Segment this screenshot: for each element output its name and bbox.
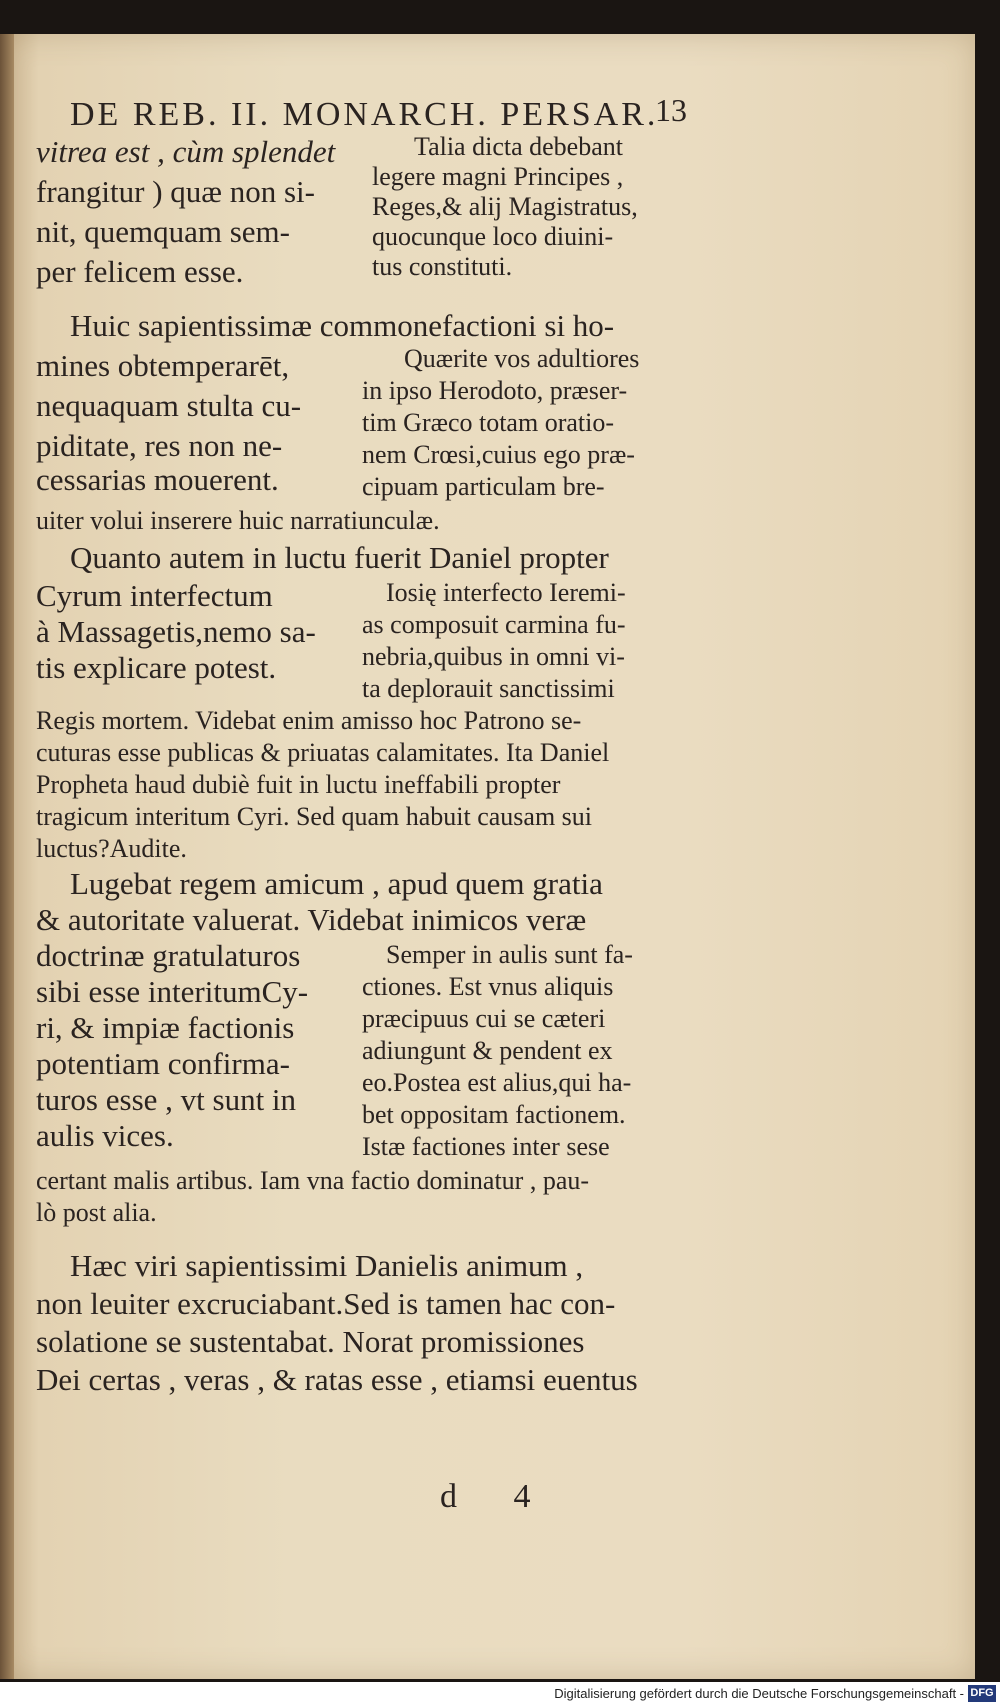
marginal-note-line: nebria,quibus in omni vi- bbox=[362, 642, 625, 671]
marginal-note-line: ta deplorauit sanctissimi bbox=[362, 674, 615, 703]
marginal-note-line: nem Crœsi,cuius ego præ- bbox=[362, 440, 635, 469]
marginal-note-line: cipuam particulam bre- bbox=[362, 472, 605, 501]
marginal-note-line: Reges,& alij Magistratus, bbox=[372, 192, 638, 221]
text-line: vitrea est , cùm splendet bbox=[36, 134, 336, 169]
marginal-note-line: in ipso Herodoto, præser- bbox=[362, 376, 628, 405]
text-line: nit, quemquam sem- bbox=[36, 214, 290, 249]
text-line: Huic sapientissimæ commonefactioni si ho- bbox=[70, 308, 615, 343]
marginal-note-line: ctiones. Est vnus aliquis bbox=[362, 972, 614, 1001]
marginal-note-line: eo.Postea est alius,qui ha- bbox=[362, 1068, 632, 1097]
marginal-note-line: adiungunt & pendent ex bbox=[362, 1036, 613, 1065]
text-line: doctrinæ gratulaturos bbox=[36, 938, 301, 973]
marginal-note-line: legere magni Principes , bbox=[372, 162, 624, 191]
text-line: Dei certas , veras , & ratas esse , etiamsi euentus bbox=[36, 1362, 638, 1397]
text-line: per felicem esse. bbox=[36, 254, 244, 289]
marginal-note-line: præcipuus cui se cæteri bbox=[362, 1004, 606, 1033]
marginal-note-line: Talia dicta debebant bbox=[414, 132, 623, 161]
text-line: Quanto autem in luctu fuerit Daniel propter bbox=[70, 540, 609, 575]
footer-credit: Digitalisierung gefördert durch die Deutsche Forschungsgemeinschaft - bbox=[554, 1686, 964, 1701]
text-line: cessarias mouerent. bbox=[36, 462, 279, 497]
text-line: tis explicare potest. bbox=[36, 650, 277, 685]
marginal-note-line: Semper in aulis sunt fa- bbox=[386, 940, 633, 969]
digitization-footer bbox=[0, 1682, 1000, 1706]
page-spine-edge bbox=[0, 34, 14, 1679]
text-line: Propheta haud dubiè fuit in luctu ineffabili propter bbox=[36, 770, 561, 799]
text-line: ri, & impiæ factionis bbox=[36, 1010, 295, 1045]
marginal-note-line: as composuit carmina fu- bbox=[362, 610, 626, 639]
marginal-note-line: Quærite vos adultiores bbox=[404, 344, 640, 373]
text-line: mines obtemperarēt, bbox=[36, 348, 290, 383]
text-line: potentiam confirma- bbox=[36, 1046, 290, 1081]
text-line: Lugebat regem amicum , apud quem gratia bbox=[70, 866, 603, 901]
marginal-note-line: Iosię interfecto Ieremi- bbox=[386, 578, 626, 607]
signature-mark: d 4 bbox=[440, 1478, 555, 1515]
page-number: 13 bbox=[655, 92, 687, 128]
text-line: cuturas esse publicas & priuatas calamitates. Ita Daniel bbox=[36, 738, 610, 767]
running-title: DE REB. II. MONARCH. PERSAR. bbox=[70, 96, 659, 133]
text-line: turos esse , vt sunt in bbox=[36, 1082, 297, 1117]
book-page bbox=[0, 34, 975, 1679]
text-line: piditate, res non ne- bbox=[36, 428, 283, 463]
text-line: certant malis artibus. Iam vna factio dominatur , pau- bbox=[36, 1166, 590, 1195]
text-line: Cyrum interfectum bbox=[36, 578, 273, 613]
text-line: sibi esse interitumCy- bbox=[36, 974, 309, 1009]
text-line: frangitur ) quæ non si- bbox=[36, 174, 315, 209]
text-line: aulis vices. bbox=[36, 1118, 174, 1153]
text-line: & autoritate valuerat. Videbat inimicos veræ bbox=[36, 902, 587, 937]
text-line: uiter volui inserere huic narratiunculæ. bbox=[36, 506, 440, 535]
text-line: Regis mortem. Videbat enim amisso hoc Patrono se- bbox=[36, 706, 582, 735]
text-line: nequaquam stulta cu- bbox=[36, 388, 302, 423]
text-line: lò post alia. bbox=[36, 1198, 157, 1227]
marginal-note-line: tim Græco totam oratio- bbox=[362, 408, 615, 437]
marginal-note-line: Istæ factiones inter sese bbox=[362, 1132, 610, 1161]
marginal-note-line: quocunque loco diuini- bbox=[372, 222, 614, 251]
marginal-note-line: bet oppositam factionem. bbox=[362, 1100, 626, 1129]
text-line: Hæc viri sapientissimi Danielis animum , bbox=[70, 1248, 584, 1283]
text-line: à Massagetis,nemo sa- bbox=[36, 614, 316, 649]
marginal-note-line: tus constituti. bbox=[372, 252, 513, 281]
text-line: tragicum interitum Cyri. Sed quam habuit causam sui bbox=[36, 802, 593, 831]
text-line: luctus?Audite. bbox=[36, 834, 187, 863]
text-line: non leuiter excruciabant.Sed is tamen hac con- bbox=[36, 1286, 616, 1321]
dfg-logo: DFG bbox=[968, 1685, 996, 1702]
text-line: solatione se sustentabat. Norat promissiones bbox=[36, 1324, 585, 1359]
